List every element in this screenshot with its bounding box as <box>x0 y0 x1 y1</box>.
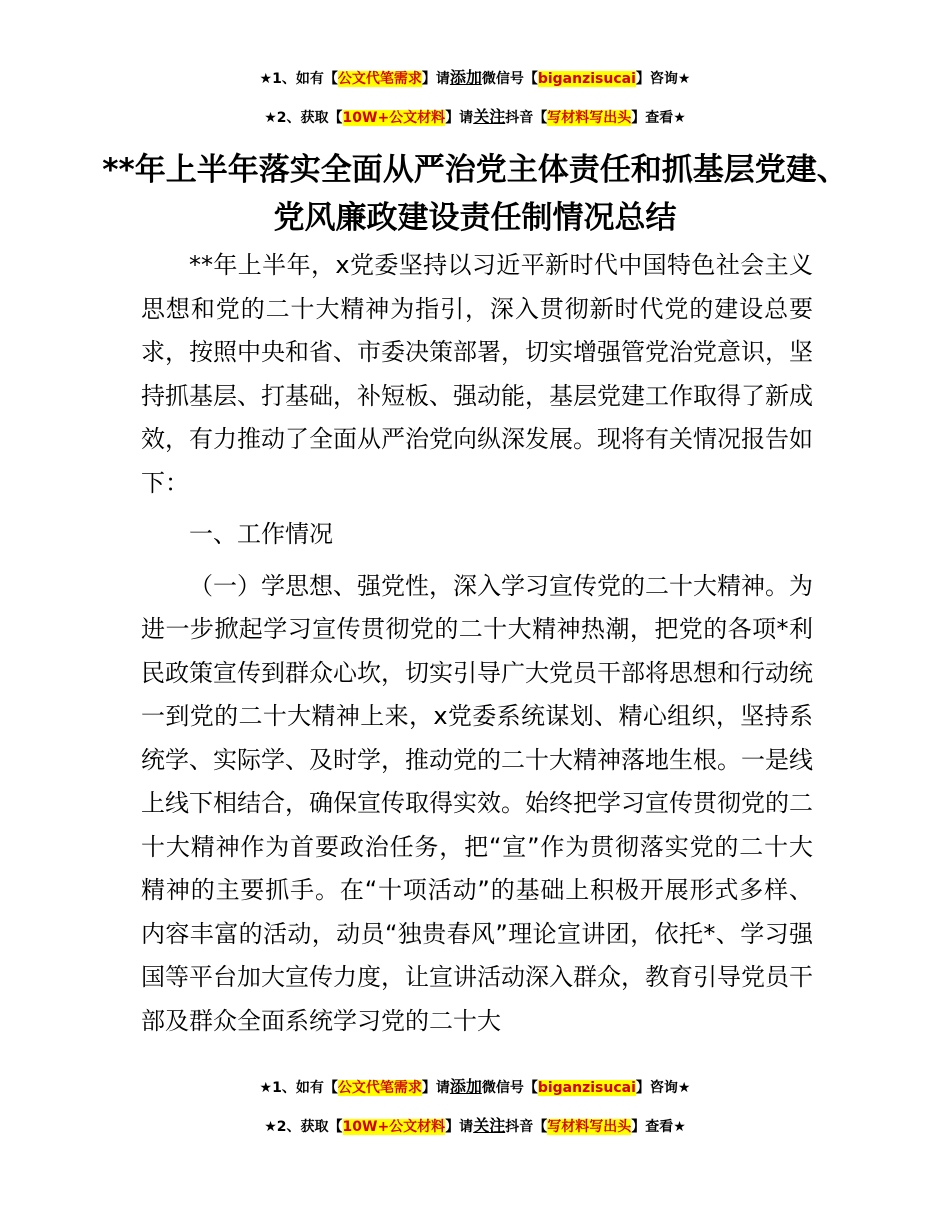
promo-text: 】请 <box>445 1119 474 1135</box>
promo-text: 抖音【 <box>505 110 548 126</box>
promo-line-consult-bottom <box>0 1077 950 1098</box>
promo-wechat-id: biganzisucai <box>537 71 636 87</box>
promo-highlight: 公文代笔需求 <box>337 71 422 87</box>
promo-prefix: ★1、如有【 <box>259 71 338 87</box>
promo-line-consult-top <box>0 68 950 89</box>
promo-emphasis: 关注 <box>473 107 506 126</box>
promo-prefix: ★2、获取【 <box>264 110 343 126</box>
promo-suffix: 】查看★ <box>631 1119 686 1135</box>
promo-highlight: 10W+公文材料 <box>342 1119 446 1135</box>
promo-highlight: 10W+公文材料 <box>342 110 446 126</box>
promo-text: 抖音【 <box>505 1119 548 1135</box>
promo-text: 】请 <box>445 110 474 126</box>
promo-suffix: 】咨询★ <box>635 71 691 87</box>
promo-emphasis: 关注 <box>473 1116 506 1135</box>
promo-line-materials-bottom <box>0 1116 950 1137</box>
intro-paragraph: **年上半年，x党委坚持以习近平新时代中国特色社会主义思想和党的二十大精神为指引，深入贯彻新时代党的建设总要求，按照中央和省、市委决策部署，切实增强管党治党意识，坚持抓基层、打基础，补短板、强动能，基层党建工作取得了新成效，有力推动了全面从严治党向纵深发展。现将有关情况报告如下： <box>141 251 813 497</box>
promo-suffix: 】咨询★ <box>635 1080 691 1096</box>
promo-douyin-id: 写材料写出头 <box>547 1119 632 1135</box>
body-paragraph: （一）学思想、强党性，深入学习宣传党的二十大精神。为进一步掀起学习宣传贯彻党的二十大精神热潮，把党的各项*利民政策宣传到群众心坎，切实引导广大党员干部将思想和行动统一到党的二十大精神上来，x党委系统谋划、精心组织，坚持系统学、实际学、及时学，推动党的二十大精神落地生根。一是线上线下相结合，确保宣传取得实效。始终把学习宣传贯彻党的二十大精神作为首要政治任务，把“宣”作为贯彻落实党的二十大精神的主要抓手。在“十项活动”的基础上积极开展形式多样、内容丰富的活动，动员“独贵春风”理论宣讲团，依托*、学习强国等平台加大宣传力度，让宣讲活动深入群众，教育引导党员干部及群众全面系统学习党的二十大 <box>141 571 813 1035</box>
promo-prefix: ★1、如有【 <box>259 1080 338 1096</box>
promo-douyin-id: 写材料写出头 <box>547 110 632 126</box>
promo-emphasis: 添加 <box>449 68 482 87</box>
promo-emphasis: 添加 <box>449 1077 482 1096</box>
document-title: **年上半年落实全面从严治党主体责任和抓基层党建、党风廉政建设责任制情况总结 <box>102 152 848 236</box>
promo-text: 】请 <box>421 71 450 87</box>
promo-prefix: ★2、获取【 <box>264 1119 343 1135</box>
promo-text: 微信号【 <box>481 1080 538 1096</box>
promo-text: 】请 <box>421 1080 450 1096</box>
promo-text: 微信号【 <box>481 71 538 87</box>
section-heading: 一、工作情况 <box>189 520 333 548</box>
document-body <box>141 244 813 1043</box>
promo-highlight: 公文代笔需求 <box>337 1080 422 1096</box>
promo-wechat-id: biganzisucai <box>537 1080 636 1096</box>
promo-line-materials-top <box>0 107 950 128</box>
promo-suffix: 】查看★ <box>631 110 686 126</box>
